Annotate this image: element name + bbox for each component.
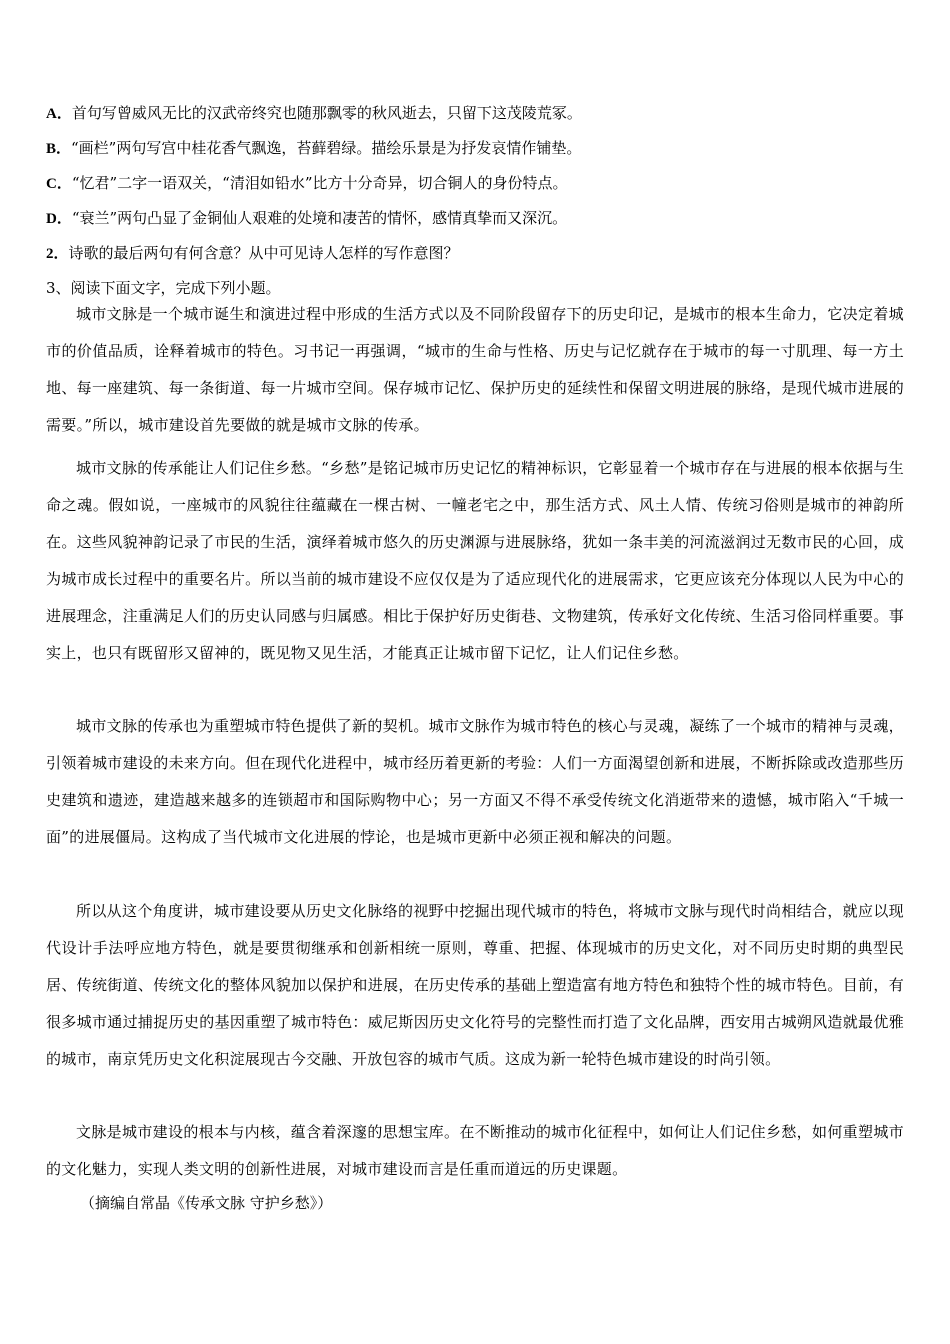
- option-label: D．: [46, 211, 72, 227]
- question-2: [46, 243, 459, 264]
- passage-paragraph-1: 城市文脉是一个城市诞生和演进过程中形成的生活方式以及不同阶段留存下的历史印记，是城市的根本生命力，它决定着城市的价值品质，诠释着城市的特色。习书记一再强调，“城市的生命与性格、历史与记忆就存在于城市的每一寸肌理、每一方土地、每一座建筑、每一条街道、每一片城市空间。保存城市记忆、保护历史的延续性和保留文明进展的脉络，是现代城市进展的需要。”所以，城市建设首先要做的就是城市文脉的传承。: [46, 305, 904, 434]
- option-b: [46, 138, 581, 159]
- option-text: “衰兰”两句凸显了金铜仙人艰难的处境和凄苦的情怀，感情真挚而又深沉。: [71, 209, 568, 227]
- option-text: “画栏”两句写宫中桂花香气飘逸，苔藓碧绿。描绘乐景是为抒发哀情作铺垫。: [71, 139, 582, 157]
- passage-paragraph-2: 城市文脉的传承能让人们记住乡愁。“乡愁”是铭记城市历史记忆的精神标识，它彰显着一个城市存在与进展的根本依据与生命之魂。假如说，一座城市的风貌往往蕴藏在一棵古树、一幢老宅之中，那生活方式、风土人情、传统习俗则是城市的神韵所在。这些风貌神韵记录了市民的生活，演绎着城市悠久的历史渊源与进展脉络，犹如一条丰美的河流滋润过无数市民的心回，成为城市成长过程中的重要名片。所以当前的城市建设不应仅仅是为了适应现代化的进展需求，它更应该充分体现以人民为中心的进展理念，注重满足人们的历史认同感与归属感。相比于保护好历史街巷、文物建筑，传承好文化传统、生活习俗同样重要。事实上，也只有既留形又留神的，既见物又见生活，才能真正让城市留下记忆，让人们记住乡愁。: [46, 459, 904, 662]
- source-citation: （摘编自常晶《传承文脉 守护乡愁》）: [80, 1194, 333, 1212]
- option-a: [46, 103, 582, 124]
- question-text: 诗歌的最后两句有何含意？从中可见诗人怎样的写作意图？: [68, 244, 459, 262]
- question-3: 3、阅读下面文字，完成下列小题。: [46, 279, 281, 297]
- passage-paragraph-5: 文脉是城市建设的根本与内核，蕴含着深邃的思想宝库。在不断推动的城市化征程中，如何让人们记住乡愁，如何重塑城市的文化魅力，实现人类文明的创新性进展，对城市建设而言是任重而道远的历史课题。: [46, 1123, 904, 1178]
- option-label: C．: [46, 176, 72, 192]
- option-label: B．: [46, 141, 72, 157]
- passage-paragraph-4: 所以从这个角度讲，城市建设要从历史文化脉络的视野中挖掘出现代城市的特色，将城市文脉与现代时尚相结合，就应以现代设计手法呼应地方特色，就是要贯彻继承和创新相统一原则，尊重、把握、体现城市的历史文化，对不同历史时期的典型民居、传统街道、传统文化的整体风貌加以保护和进展，在历史传承的基础上塑造富有地方特色和独特个性的城市特色。目前，有很多城市通过捕捉历史的基因重塑了城市特色：威尼斯因历史文化符号的完整性而打造了文化品牌，西安用古城朔风造就最优雅的城市，南京凭历史文化积淀展现古今交融、开放包容的城市气质。这成为新一轮特色城市建设的时尚引领。: [46, 902, 904, 1068]
- passage-paragraph-3: 城市文脉的传承也为重塑城市特色提供了新的契机。城市文脉作为城市特色的核心与灵魂，凝练了一个城市的精神与灵魂，引领着城市建设的未来方向。但在现代化进程中，城市经历着更新的考验：人们一方面渴望创新和进展，不断拆除或改造那些历史建筑和遗迹，建造越来越多的连锁超市和国际购物中心；另一方面又不得不承受传统文化消逝带来的遗憾，城市陷入“千城一面”的进展僵局。这构成了当代城市文化进展的悖论，也是城市更新中必须正视和解决的问题。: [46, 717, 904, 846]
- option-text: 首句写曾威风无比的汉武帝终究也随那飘零的秋风逝去，只留下这茂陵荒冢。: [71, 104, 582, 122]
- option-text: “忆君”二字一语双关，“清泪如铅水”比方十分奇异，切合铜人的身份特点。: [71, 174, 568, 192]
- option-label: A．: [46, 106, 72, 122]
- option-d: [46, 208, 567, 229]
- question-number: 2．: [46, 246, 69, 262]
- option-c: [46, 173, 568, 194]
